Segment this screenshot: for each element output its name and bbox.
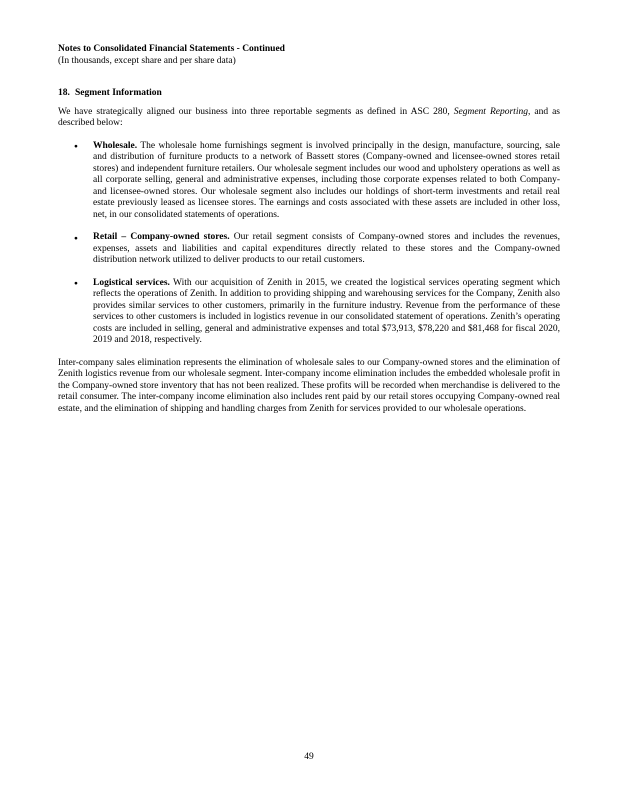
section-number: 18. [58, 88, 70, 98]
bullet-item-retail [58, 232, 560, 267]
page-content [58, 44, 560, 415]
section-title: Segment Information [75, 88, 162, 98]
bullet-text: The wholesale home furnishings segment is involved principally in the design, manufacture, sourcing, sale and distribution of furniture products to a network of Bassett stores (Company-owned and licensee-owned stores retail stores) and independent furniture retailers. Our wholesale segment includes our wood and upholstery operations as well as all corporate selling, general and administrative expenses, including those corporate expenses related to both Company- and licensee-owned stores. Our wholesale segment also includes our holdings of short-term investments and retail real estate previously leased as licensee stores. The earnings and costs associated with these assets are included in other loss, net, in our consolidated statements of operations. [93, 140, 560, 220]
document-header [58, 44, 560, 67]
bullet-body [93, 232, 560, 267]
page-number: 49 [304, 752, 314, 762]
bullet-lead: Wholesale. [93, 140, 138, 151]
doc-title: Notes to Consolidated Financial Statements - Continued [58, 44, 285, 54]
bullet-text: Our retail segment consists of Company-owned stores and includes the revenues, expenses, assets and liabilities and capital expenditures directly related to these stores and the Company-owned distribution network utilized to deliver products to our retail customers. [93, 232, 560, 265]
intro-italic-text: Segment Reporting [453, 106, 528, 117]
bullet-list [58, 141, 560, 347]
bullet-item-wholesale [58, 141, 560, 222]
bullet-icon: ● [74, 234, 78, 242]
bullet-icon: ● [74, 280, 78, 287]
bullet-icon: ● [74, 143, 78, 150]
intro-text-before: We have strategically aligned our business into three reportable segments as defined in ASC 280, [58, 106, 454, 117]
bullet-text: With our acquisition of Zenith in 2015, we created the logistical services operating segment which reflects the operations of Zenith. In addition to providing shipping and warehousing services for the Company, Zenith also provides similar services to other customers, primarily in the furniture industry. Revenue from the performance of these services to other customers is included in logistics revenue in our consolidated statement of operations. Zenith’s operating costs are included in selling, general and administrative expenses and total $73,913, $78,220 and $81,468 for fiscal 2020, 2019 and 2018, respectively. [93, 277, 560, 345]
bullet-lead: Retail – Company-owned stores. [93, 232, 230, 242]
intro-paragraph [58, 107, 560, 130]
closing-paragraph: Inter-company sales elimination represents the elimination of wholesale sales to our Company-owned stores and the elimination of Zenith logistics revenue from our wholesale segment. Inter-company income elimination includes the embedded wholesale profit in the Company-owned store inventory that has not been realized. These profits will be recorded when merchandise is delivered to the retail consumer. The inter-company income elimination also includes rent paid by our retail stores occupying Company-owned real estate, and the elimination of shipping and handling charges from Zenith for services provided to our wholesale operations. [58, 357, 560, 414]
bullet-body [93, 278, 560, 347]
intro-text-after: , and as described below: [58, 106, 560, 128]
bullet-item-logistical-services [58, 278, 560, 347]
doc-subtitle: (In thousands, except share and per share data) [58, 55, 236, 66]
section-heading [58, 88, 560, 100]
bullet-body [93, 141, 560, 222]
bullet-lead: Logistical services. [93, 277, 170, 288]
